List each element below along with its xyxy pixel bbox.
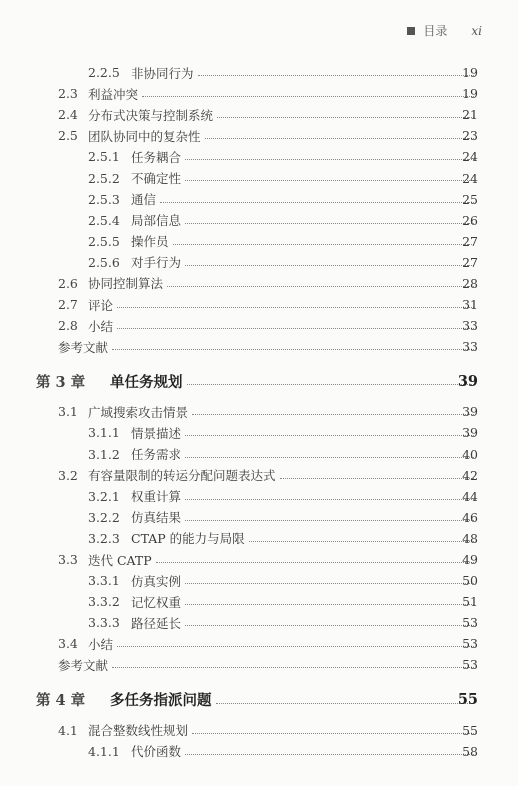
toc-entry-title: 操作员 bbox=[131, 234, 169, 250]
dot-leader bbox=[217, 117, 474, 118]
toc-entry-number: 2.5 bbox=[58, 128, 78, 144]
toc-entry-title: 路径延长 bbox=[131, 615, 182, 631]
toc-entry-title: 迭代 CATP bbox=[88, 552, 152, 568]
header-page-number: xi bbox=[471, 23, 482, 38]
dot-leader bbox=[185, 265, 474, 266]
toc-entry-page: 39 bbox=[462, 425, 478, 441]
toc-entry-page: 46 bbox=[462, 509, 478, 525]
toc-entry-title: 对手行为 bbox=[131, 255, 182, 271]
toc-entry-number: 3.1 bbox=[58, 404, 78, 420]
toc-subsection-entry[interactable] bbox=[0, 507, 518, 528]
toc-entry-title: 参考文献 bbox=[58, 339, 109, 355]
toc-entry-page: 53 bbox=[462, 615, 478, 631]
toc-subsection-entry[interactable] bbox=[0, 528, 518, 549]
toc-entry-page: 53 bbox=[462, 636, 478, 652]
toc-section-entry[interactable] bbox=[0, 401, 518, 422]
toc-entry-title: 广域搜索攻击情景 bbox=[88, 404, 189, 420]
toc-entry-page: 33 bbox=[462, 318, 478, 334]
toc-entry-title: 任务需求 bbox=[131, 447, 182, 463]
toc-section-entry[interactable] bbox=[0, 83, 518, 104]
dot-leader bbox=[205, 138, 474, 139]
toc-entry-page: 48 bbox=[462, 530, 478, 546]
dot-leader bbox=[185, 520, 474, 521]
running-header bbox=[407, 22, 482, 39]
dot-leader bbox=[192, 733, 474, 734]
table-of-contents bbox=[0, 62, 518, 762]
toc-references-entry[interactable] bbox=[0, 654, 518, 675]
dot-leader bbox=[185, 435, 474, 436]
toc-entry-title: 利益冲突 bbox=[88, 86, 139, 102]
toc-entry-title: 单任务规划 bbox=[110, 373, 183, 391]
toc-entry-number: 3.3 bbox=[58, 552, 78, 568]
toc-entry-page: 27 bbox=[462, 233, 478, 249]
toc-entry-number: 2.5.3 bbox=[88, 191, 120, 207]
dot-leader bbox=[117, 307, 474, 308]
toc-entry-page: 51 bbox=[462, 594, 478, 610]
toc-entry-number: 2.5.2 bbox=[88, 170, 120, 186]
toc-section-entry[interactable] bbox=[0, 104, 518, 125]
dot-leader bbox=[185, 223, 474, 224]
toc-subsection-entry[interactable] bbox=[0, 189, 518, 210]
toc-entry-page: 55 bbox=[457, 691, 478, 709]
toc-entry-page: 42 bbox=[462, 467, 478, 483]
toc-entry-page: 25 bbox=[462, 191, 478, 207]
dot-leader bbox=[185, 754, 474, 755]
toc-subsection-entry[interactable] bbox=[0, 62, 518, 83]
toc-chapter-entry[interactable] bbox=[0, 680, 518, 720]
toc-entry-page: 27 bbox=[462, 254, 478, 270]
toc-entry-page: 33 bbox=[462, 339, 478, 355]
toc-entry-number: 2.5.1 bbox=[88, 149, 120, 165]
toc-entry-number: 3.1.2 bbox=[88, 446, 120, 462]
toc-entry-page: 53 bbox=[462, 657, 478, 673]
toc-entry-title: 评论 bbox=[88, 297, 114, 313]
toc-entry-number: 3.2.2 bbox=[88, 509, 120, 525]
toc-entry-title: 仿真实例 bbox=[131, 573, 182, 589]
toc-entry-title: 权重计算 bbox=[131, 489, 182, 505]
toc-entry-title: 局部信息 bbox=[131, 213, 182, 229]
toc-entry-number: 3.1.1 bbox=[88, 425, 120, 441]
toc-entry-number: 第 3 章 bbox=[36, 373, 86, 391]
toc-entry-title: 分布式决策与控制系统 bbox=[88, 107, 214, 123]
toc-section-entry[interactable] bbox=[0, 273, 518, 294]
toc-chapter-entry[interactable] bbox=[0, 361, 518, 401]
toc-entry-page: 26 bbox=[462, 212, 478, 228]
toc-entry-page: 19 bbox=[462, 65, 478, 81]
toc-entry-page: 50 bbox=[462, 573, 478, 589]
toc-subsection-entry[interactable] bbox=[0, 252, 518, 273]
toc-subsection-entry[interactable] bbox=[0, 612, 518, 633]
toc-section-entry[interactable] bbox=[0, 720, 518, 741]
toc-entry-page: 31 bbox=[462, 297, 478, 313]
toc-entry-number: 第 4 章 bbox=[36, 692, 86, 710]
toc-entry-number: 2.6 bbox=[58, 275, 78, 291]
toc-entry-title: 协同控制算法 bbox=[88, 276, 164, 292]
toc-entry-number: 2.5.5 bbox=[88, 233, 120, 249]
toc-entry-title: 小结 bbox=[88, 636, 114, 652]
toc-subsection-entry[interactable] bbox=[0, 570, 518, 591]
toc-subsection-entry[interactable] bbox=[0, 486, 518, 507]
toc-entry-page: 24 bbox=[462, 170, 478, 186]
dot-leader bbox=[117, 328, 474, 329]
toc-entry-page: 21 bbox=[462, 107, 478, 123]
dot-leader bbox=[185, 625, 474, 626]
toc-entry-title: 参考文献 bbox=[58, 657, 109, 673]
toc-entry-page: 55 bbox=[462, 722, 478, 738]
toc-subsection-entry[interactable] bbox=[0, 146, 518, 167]
dot-leader bbox=[249, 541, 474, 542]
toc-entry-number: 2.2.5 bbox=[88, 65, 120, 81]
toc-entry-number: 3.2.1 bbox=[88, 488, 120, 504]
toc-entry-number: 2.8 bbox=[58, 318, 78, 334]
toc-entry-number: 3.3.3 bbox=[88, 615, 120, 631]
toc-entry-title: 混合整数线性规划 bbox=[88, 723, 189, 739]
toc-entry-number: 4.1 bbox=[58, 722, 78, 738]
toc-entry-number: 2.5.6 bbox=[88, 254, 120, 270]
toc-entry-page: 58 bbox=[462, 743, 478, 759]
dot-leader bbox=[216, 703, 474, 704]
dot-leader bbox=[142, 96, 474, 97]
dot-leader bbox=[185, 499, 474, 500]
toc-section-entry[interactable] bbox=[0, 125, 518, 146]
toc-section-entry[interactable] bbox=[0, 315, 518, 336]
toc-section-entry[interactable] bbox=[0, 465, 518, 486]
toc-entry-title: 通信 bbox=[131, 192, 157, 208]
dot-leader bbox=[156, 562, 474, 563]
dot-leader bbox=[112, 667, 474, 668]
toc-subsection-entry[interactable] bbox=[0, 231, 518, 252]
toc-references-entry[interactable] bbox=[0, 336, 518, 357]
toc-entry-number: 2.7 bbox=[58, 297, 78, 313]
toc-entry-page: 40 bbox=[462, 446, 478, 462]
toc-subsection-entry[interactable] bbox=[0, 444, 518, 465]
toc-entry-number: 2.4 bbox=[58, 107, 78, 123]
toc-entry-number: 3.2.3 bbox=[88, 530, 120, 546]
toc-subsection-entry[interactable] bbox=[0, 591, 518, 612]
dot-leader bbox=[112, 349, 474, 350]
toc-entry-title: 有容量限制的转运分配问题表达式 bbox=[88, 468, 276, 484]
toc-entry-number: 4.1.1 bbox=[88, 743, 120, 759]
dot-leader bbox=[198, 75, 474, 76]
dot-leader bbox=[192, 414, 474, 415]
toc-entry-page: 23 bbox=[462, 128, 478, 144]
square-bullet-icon bbox=[407, 27, 415, 35]
dot-leader bbox=[185, 583, 474, 584]
dot-leader bbox=[185, 457, 474, 458]
header-label: 目录 bbox=[423, 24, 448, 38]
toc-entry-page: 39 bbox=[457, 372, 478, 390]
toc-entry-number: 3.3.2 bbox=[88, 594, 120, 610]
toc-section-entry[interactable] bbox=[0, 294, 518, 315]
toc-entry-page: 28 bbox=[462, 275, 478, 291]
toc-entry-title: 任务耦合 bbox=[131, 149, 182, 165]
dot-leader bbox=[117, 646, 474, 647]
toc-entry-number: 2.3 bbox=[58, 86, 78, 102]
toc-entry-title: 团队协同中的复杂性 bbox=[88, 128, 201, 144]
toc-entry-title: 仿真结果 bbox=[131, 510, 182, 526]
toc-subsection-entry[interactable] bbox=[0, 210, 518, 231]
dot-leader bbox=[187, 384, 474, 385]
dot-leader bbox=[160, 202, 474, 203]
toc-entry-number: 3.2 bbox=[58, 467, 78, 483]
dot-leader bbox=[185, 604, 474, 605]
dot-leader bbox=[167, 286, 474, 287]
toc-entry-number: 3.3.1 bbox=[88, 573, 120, 589]
toc-entry-page: 19 bbox=[462, 86, 478, 102]
toc-entry-page: 49 bbox=[462, 552, 478, 568]
toc-entry-page: 24 bbox=[462, 149, 478, 165]
toc-section-entry[interactable] bbox=[0, 549, 518, 570]
toc-subsection-entry[interactable] bbox=[0, 422, 518, 443]
toc-subsection-entry[interactable] bbox=[0, 167, 518, 188]
toc-entry-number: 2.5.4 bbox=[88, 212, 120, 228]
toc-entry-title: 小结 bbox=[88, 318, 114, 334]
toc-entry-title: 记忆权重 bbox=[131, 594, 182, 610]
toc-entry-title: 非协同行为 bbox=[131, 65, 194, 81]
toc-entry-title: CTAP 的能力与局限 bbox=[131, 531, 245, 547]
toc-entry-title: 代价函数 bbox=[131, 744, 182, 760]
dot-leader bbox=[185, 159, 474, 160]
toc-entry-page: 39 bbox=[462, 404, 478, 420]
toc-entry-number: 3.4 bbox=[58, 636, 78, 652]
toc-entry-title: 多任务指派问题 bbox=[110, 692, 212, 710]
toc-entry-title: 不确定性 bbox=[131, 171, 182, 187]
toc-entry-page: 44 bbox=[462, 488, 478, 504]
toc-subsection-entry[interactable] bbox=[0, 741, 518, 762]
dot-leader bbox=[185, 180, 474, 181]
toc-entry-title: 情景描述 bbox=[131, 425, 182, 441]
toc-section-entry[interactable] bbox=[0, 633, 518, 654]
dot-leader bbox=[173, 244, 474, 245]
dot-leader bbox=[280, 478, 474, 479]
